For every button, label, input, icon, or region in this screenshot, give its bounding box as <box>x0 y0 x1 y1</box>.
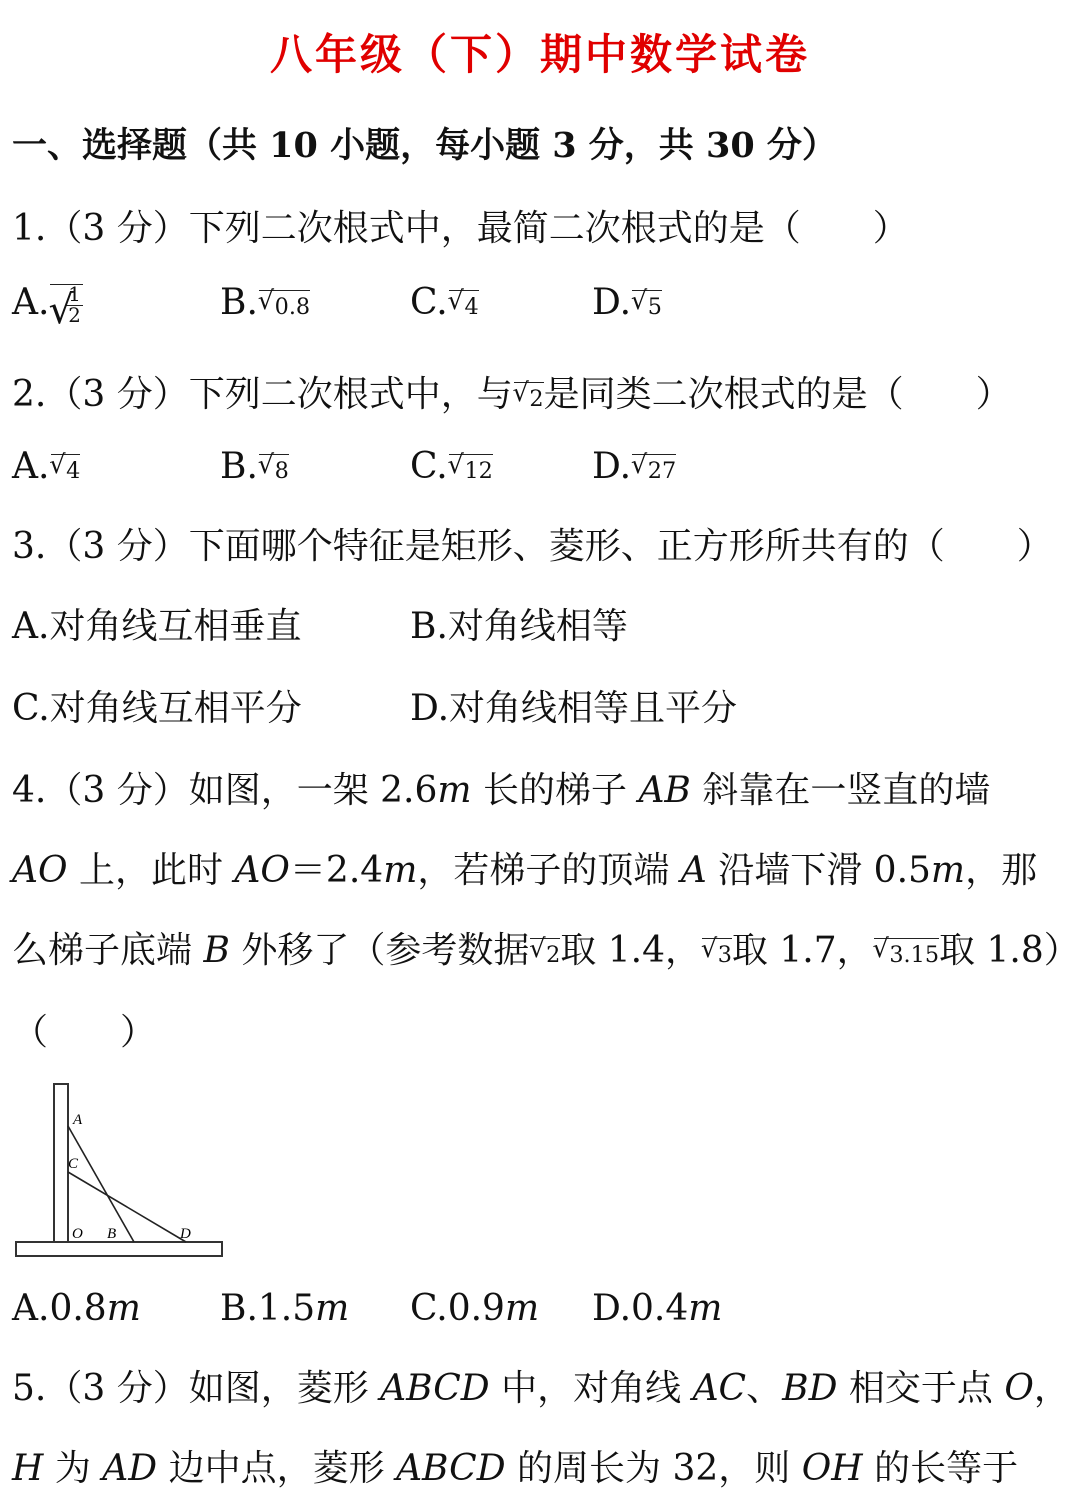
q4-unit: m <box>383 850 418 891</box>
question-4-answer-blank[interactable]: （ ） <box>12 1012 157 1053</box>
q4-text: 上，此时 <box>67 850 235 891</box>
q4-option-a-label: A.0.8 <box>12 1288 107 1329</box>
q5-var: AC <box>692 1368 747 1409</box>
q2-option-c-label: C. <box>410 446 448 487</box>
q4-text: 取 1.8） <box>939 930 1080 971</box>
q2-option-c[interactable] <box>410 446 493 487</box>
q4-radicand: √ 3.15 <box>874 938 939 968</box>
q4-text: ，那 <box>965 850 1038 891</box>
q2-option-b[interactable] <box>220 446 289 487</box>
q1-option-a[interactable] <box>12 282 83 326</box>
q4-option-d[interactable] <box>592 1288 722 1329</box>
q2-option-b-radicand: √ 8 <box>259 454 289 484</box>
label-c: C <box>68 1156 79 1172</box>
q2-option-d-label: D. <box>592 446 632 487</box>
q4-text: 4.（3 分）如图，一架 2.6 <box>12 770 438 811</box>
q1-option-c-label: C. <box>410 282 448 323</box>
page-title: 八年级（下）期中数学试卷 <box>269 30 810 79</box>
question-1-stem: 1.（3 分）下列二次根式中，最简二次根式的是（ ） <box>12 208 909 249</box>
q1-option-d-radicand: √ 5 <box>632 290 662 320</box>
q4-option-b-unit: m <box>315 1288 350 1329</box>
label-a: A <box>73 1112 83 1128</box>
q4-option-b-label: B.1.5 <box>220 1288 316 1329</box>
q4-unit: m <box>437 770 472 811</box>
question-3-stem: 3.（3 分）下面哪个特征是矩形、菱形、正方形所共有的（ ） <box>12 526 1053 567</box>
q1-option-c[interactable] <box>410 282 479 323</box>
q2-option-c-radicand: √ 12 <box>449 454 493 484</box>
q4-text: 沿墙下滑 0.5 <box>706 850 931 891</box>
q4-text: 长的梯子 <box>471 770 639 811</box>
q1-option-a-numerator: √ 1 <box>68 283 81 307</box>
q1-option-b-label: B. <box>220 282 258 323</box>
q4-option-c-label: C.0.9 <box>410 1288 505 1329</box>
q4-text: 外移了（参考数据 <box>229 930 530 971</box>
q3-option-a[interactable]: A.对角线互相垂直 <box>12 606 302 647</box>
question-4-line-1 <box>12 762 990 813</box>
q2-stem-pre: 2.（3 分）下列二次根式中，与 <box>12 374 513 415</box>
q3-option-c[interactable]: C.对角线互相平分 <box>12 688 302 729</box>
q1-option-a-denominator: 2 <box>68 304 81 327</box>
q2-stem-radicand: √ 2 <box>514 382 544 412</box>
q4-radicand: √ 3 <box>702 938 732 968</box>
q5-var: H <box>12 1448 44 1489</box>
q2-option-a-label: A. <box>12 446 50 487</box>
q5-var: O <box>1004 1368 1034 1409</box>
q2-option-a-radicand: √ 4 <box>51 454 81 484</box>
sqrt-icon <box>50 284 82 326</box>
q4-option-c[interactable] <box>410 1288 539 1329</box>
q4-var: B <box>203 930 230 971</box>
ladder-figure <box>10 1078 230 1262</box>
q3-option-b[interactable]: B.对角线相等 <box>410 606 628 647</box>
question-2-stem <box>12 366 1012 417</box>
q4-option-c-unit: m <box>504 1288 540 1329</box>
q1-option-d[interactable] <box>592 282 662 323</box>
label-b: B <box>107 1226 117 1242</box>
q5-text: ， <box>1033 1368 1070 1409</box>
q2-option-a[interactable] <box>12 446 80 487</box>
label-o: O <box>72 1226 83 1242</box>
q4-option-b[interactable] <box>220 1288 349 1329</box>
q5-var: OH <box>801 1448 863 1489</box>
q5-text: 的长等于 <box>862 1448 1019 1489</box>
q1-option-b-radicand: √ 0.8 <box>259 290 310 320</box>
q1-option-c-radicand: √ 4 <box>449 290 479 320</box>
question-5-line-1 <box>12 1360 1070 1411</box>
question-4-line-3 <box>12 922 1080 973</box>
q4-text: 取 1.7， <box>731 930 873 971</box>
q5-text: 5.（3 分）如图，菱形 <box>12 1368 381 1409</box>
q5-var: ABCD <box>380 1368 490 1409</box>
q4-text: ，若梯子的顶端 <box>417 850 681 891</box>
wall <box>54 1084 68 1244</box>
q5-text: 相交于点 <box>837 1368 1005 1409</box>
label-d: D <box>180 1226 191 1242</box>
q2-option-d[interactable] <box>592 446 676 487</box>
q1-option-a-label: A. <box>12 282 50 323</box>
question-4-line-2 <box>12 842 1037 893</box>
q5-text: 的周长为 32，则 <box>505 1448 802 1489</box>
q5-var: AD <box>102 1448 158 1489</box>
q4-text: 取 1.4， <box>560 930 701 971</box>
q5-var: BD <box>782 1368 838 1409</box>
section-heading: 一、选择题（共 10 小题，每小题 3 分，共 30 分） <box>12 125 837 166</box>
q5-text: 、 <box>746 1368 783 1409</box>
q2-option-b-label: B. <box>220 446 258 487</box>
q5-text: 中，对角线 <box>489 1368 693 1409</box>
q4-unit: m <box>930 850 966 891</box>
q3-option-d[interactable]: D.对角线相等且平分 <box>410 688 738 729</box>
question-5-line-2 <box>12 1440 1018 1491</box>
q4-var: AO <box>12 850 68 891</box>
q2-option-d-radicand: √ 27 <box>632 454 676 484</box>
ladder-cd <box>68 1172 186 1242</box>
q4-var: AO <box>234 850 290 891</box>
q4-var: AB <box>638 770 691 811</box>
q4-option-a-unit: m <box>106 1288 141 1329</box>
q4-option-d-unit: m <box>688 1288 723 1329</box>
q4-radicand: √ 2 <box>530 938 560 968</box>
q5-text: 为 <box>43 1448 103 1489</box>
q2-stem-post: 是同类二次根式的是（ ） <box>543 374 1012 415</box>
q1-option-b[interactable] <box>220 282 310 323</box>
q1-option-d-label: D. <box>592 282 632 323</box>
ground <box>16 1242 222 1256</box>
q4-text: ＝2.4 <box>289 850 384 891</box>
ladder-ab <box>68 1126 134 1242</box>
q5-text: 边中点，菱形 <box>157 1448 397 1489</box>
q5-var: ABCD <box>396 1448 506 1489</box>
q4-text: 斜靠在一竖直的墙 <box>690 770 991 811</box>
q4-text: 么梯子底端 <box>12 930 204 971</box>
q4-var: A <box>680 850 707 891</box>
q4-option-a[interactable] <box>12 1288 141 1329</box>
q4-option-d-label: D.0.4 <box>592 1288 689 1329</box>
